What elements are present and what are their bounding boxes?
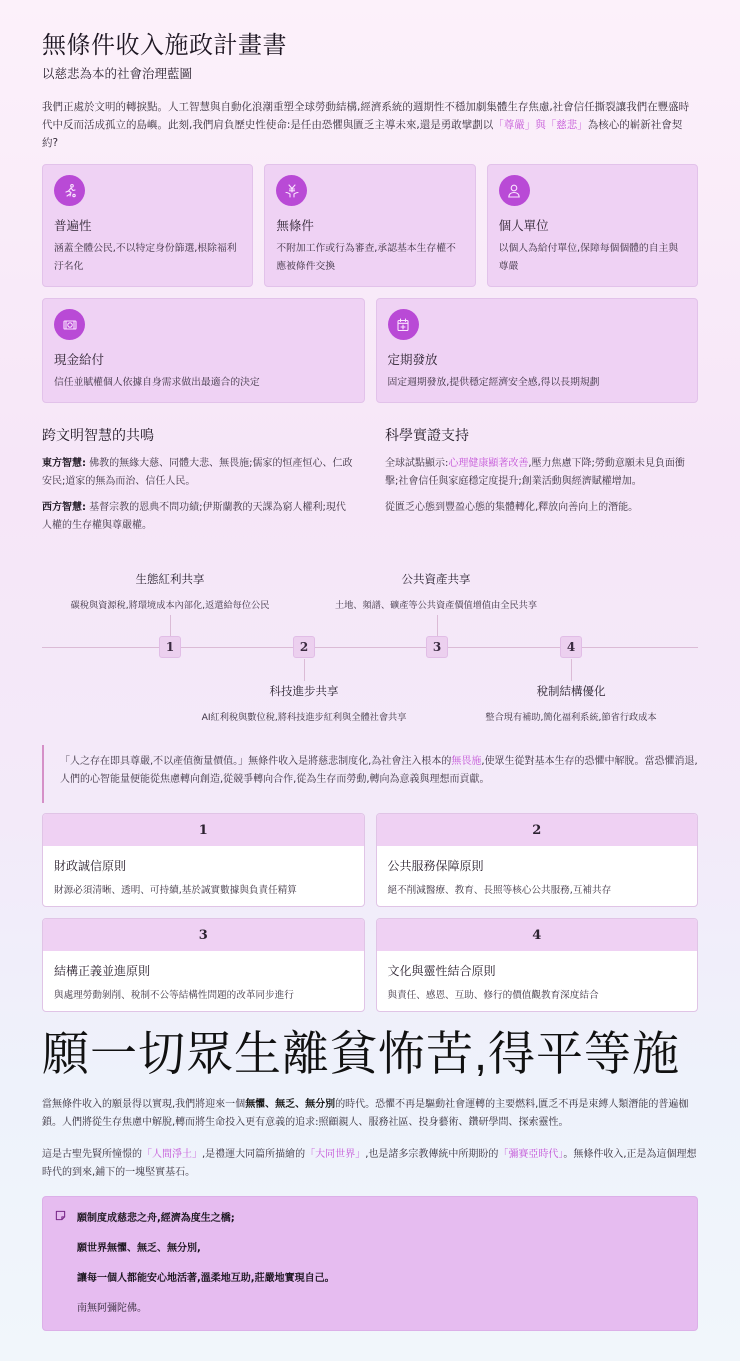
closing-paragraph-1: 當無條件收入的願景得以實現,我們將迎來一個無懼、無乏、無分別的時代。恐懼不再是驅動社會運轉的主要燃料,匱乏不再是束縛人類潛能的普遍枷鎖。人們將從生存焦慮中解脫,轉而將生命投入更有意義的追求:照顧親人、服務社區、投身藝術、鑽研學問、探索靈性。 bbox=[42, 1099, 689, 1128]
page-title: 無條件收入施政計畫書 bbox=[42, 31, 287, 59]
wisdom-column bbox=[42, 425, 355, 543]
highlight-compassion: 「慈悲」 bbox=[545, 119, 588, 131]
dignity-quote: 「人之存在即具尊嚴,不以產值衡量價值。」無條件收入是將慈悲制度化,為社會注入根本的無畏施,使眾生從對基本生存的恐懼中解脫。當恐懼消退,人們的心智能量便能從焦慮轉向創造,從競爭轉向合作,從為生存而勞動,轉向為意義與理想而貢獻。 bbox=[42, 745, 698, 803]
science-paragraph-1: 全球試點顯示:心理健康顯著改善,壓力焦慮下降;勞動意願未見負面衝擊;社會信任與家庭穩定度提升;創業活動與經濟賦權增加。 bbox=[385, 458, 685, 487]
vow-heading: 願一切眾生離貧怖苦,得平等施 bbox=[42, 1027, 681, 1080]
running-person-icon bbox=[54, 175, 85, 206]
page-subtitle: 以慈悲為本的社會治理藍圖 bbox=[42, 66, 193, 81]
user-icon bbox=[499, 175, 530, 206]
feature-card-universal: 普遍性 涵蓋全體公民,不以特定身份篩選,根除福利汙名化 bbox=[42, 164, 253, 287]
prayer-line-4: 南無阿彌陀佛。 bbox=[77, 1303, 147, 1314]
closing-section bbox=[42, 1096, 698, 1182]
timeline-node-1: 1 bbox=[159, 636, 181, 658]
timeline-label-3: 公共資產共享 土地、頻譜、礦產等公共資產價值增值由全民共享 bbox=[334, 572, 538, 611]
prayer-line-2: 願世界無懼、無乏、無分別, bbox=[77, 1243, 201, 1254]
timeline-node-3: 3 bbox=[426, 636, 448, 658]
principle-number: 4 bbox=[377, 919, 698, 951]
science-paragraph-2: 從匱乏心態到豐盈心態的集體轉化,釋放向善向上的潛能。 bbox=[385, 502, 639, 513]
timeline-label-4: 稅制結構優化 整合現有補助,簡化福利系統,節省行政成本 bbox=[485, 684, 657, 723]
yen-hands-icon bbox=[276, 175, 307, 206]
feature-card-unconditional: 無條件 不附加工作或行為審查,承認基本生存權不應被條件交換 bbox=[264, 164, 475, 287]
east-wisdom-paragraph: 東方智慧: 佛教的無緣大慈、同體大悲、無畏施;儒家的恒產恒心、仁政安民;道家的無為而治、信任人民。 bbox=[42, 458, 353, 487]
timeline-label-2: 科技進步共享 AI紅利稅與數位稅,將科技進步紅利與全體社會共享 bbox=[201, 684, 407, 723]
science-column bbox=[385, 425, 698, 543]
funding-timeline bbox=[42, 565, 698, 733]
cash-icon bbox=[54, 309, 85, 340]
note-icon bbox=[55, 1210, 66, 1221]
west-wisdom-paragraph: 西方智慧: 基督宗教的恩典不問功績;伊斯蘭教的天課為窮人權利;現代人權的生存權與尊嚴權。 bbox=[42, 502, 346, 531]
feature-card-periodic: 定期發放 固定週期發放,提供穩定經濟安全感,得以長期規劃 bbox=[376, 298, 699, 403]
principle-card-2: 2 公共服務保障原則 絕不削減醫療、教育、長照等核心公共服務,互補共存 bbox=[376, 813, 699, 907]
prayer-line-1: 願制度成慈悲之舟,經濟為度生之橋; bbox=[77, 1213, 235, 1224]
principle-number: 3 bbox=[43, 919, 364, 951]
timeline-label-1: 生態紅利共享 碳稅與資源稅,將環境成本內部化,返還給每位公民 bbox=[70, 572, 270, 611]
feature-cards-row-2 bbox=[42, 298, 698, 403]
timeline-node-4: 4 bbox=[560, 636, 582, 658]
science-heading: 科學實證支持 bbox=[385, 428, 469, 444]
principle-card-4: 4 文化與靈性結合原則 與責任、感恩、互助、修行的價值觀教育深度結合 bbox=[376, 918, 699, 1012]
principle-card-1: 1 財政誠信原則 財源必須清晰、透明、可持續,基於誠實數據與負責任精算 bbox=[42, 813, 365, 907]
calendar-plus-icon bbox=[388, 309, 419, 340]
principle-number: 1 bbox=[43, 814, 364, 846]
closing-paragraph-2: 這是古聖先賢所憧憬的「人間淨土」,是禮運大同篇所描繪的「大同世界」,也是諸多宗教傳統中所期盼的「彌賽亞時代」。無條件收入,正是為這個理想時代的到來,鋪下的一塊堅實基石。 bbox=[42, 1149, 697, 1178]
timeline-axis bbox=[42, 647, 698, 648]
timeline-node-2: 2 bbox=[293, 636, 315, 658]
highlight-dignity: 「尊嚴」 bbox=[493, 119, 536, 131]
prayer-box bbox=[42, 1196, 698, 1331]
intro-paragraph: 我們正處於文明的轉捩點。人工智慧與自動化浪潮重塑全球勞動結構,經濟系統的週期性不穩加劇集體生存焦慮,社會信任撕裂讓我們在豐盛時代中反而活成孤立的島嶼。此刻,我們肩負歷史性使命:是任由恐懼與匱乏主導未來,還是勇敢擘劃以「尊嚴」與「慈悲」為核心的嶄新社會契約? bbox=[42, 101, 690, 149]
principle-number: 2 bbox=[377, 814, 698, 846]
principle-card-3: 3 結構正義並進原則 與處理勞動剝削、稅制不公等結構性問題的改革同步進行 bbox=[42, 918, 365, 1012]
wisdom-heading: 跨文明智慧的共鳴 bbox=[42, 428, 154, 444]
prayer-line-3: 讓每一個人都能安心地活著,溫柔地互助,莊嚴地實現自己。 bbox=[77, 1273, 335, 1284]
feature-card-cash: 現金給付 信任並賦權個人依據自身需求做出最適合的決定 bbox=[42, 298, 365, 403]
wisdom-science-section bbox=[42, 425, 698, 543]
feature-card-individual: 個人單位 以個人為給付單位,保障每個個體的自主與尊嚴 bbox=[487, 164, 698, 287]
feature-cards-row-1 bbox=[42, 164, 698, 287]
principles-grid bbox=[42, 813, 698, 1012]
